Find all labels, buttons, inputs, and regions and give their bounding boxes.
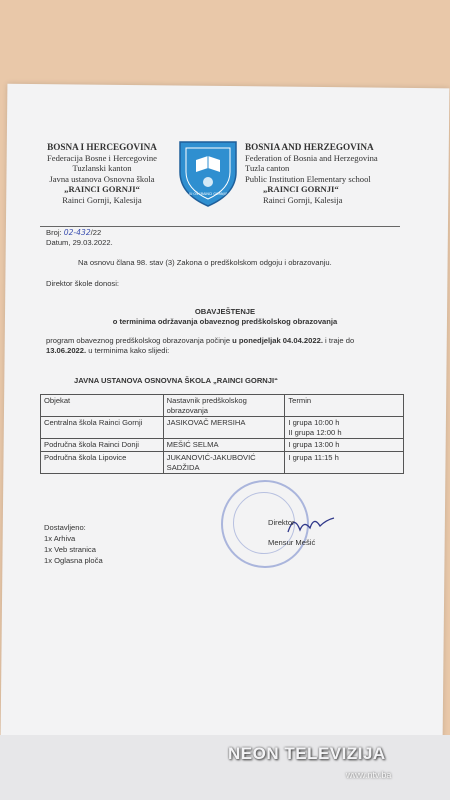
paragraph-1-text-a: program obaveznog predškolskog obrazovanja počinje <box>46 336 233 345</box>
dostavljeno-label: Dostavljeno: <box>44 523 86 532</box>
tv-watermark: NEON TELEVIZIJA <box>228 744 386 763</box>
table-row <box>41 439 404 452</box>
paragraph-line-2 <box>46 346 169 355</box>
header-left-institution: Javna ustanova Osnovna škola <box>49 173 155 184</box>
legal-basis: Na osnovu člana 98. stav (3) Zakona o predškolskom odgoju i obrazovanju. <box>78 258 332 267</box>
header-right <box>245 142 420 206</box>
table-header-row <box>41 395 404 417</box>
header-divider <box>40 226 400 227</box>
table-header-cell: Termin <box>285 395 404 417</box>
director-line: Direktor škole donosi: <box>46 279 120 288</box>
table-row <box>41 417 404 439</box>
document-subtitle: o terminima održavanja obaveznog predškolskog obrazovanja <box>112 317 338 326</box>
paragraph-2-text-b: u terminima kako slijedi: <box>86 346 170 355</box>
termin-line: I grupa 10:00 h <box>288 418 340 428</box>
header-left <box>42 142 162 206</box>
table-cell-objekat: Centralna škola Rainci Gornji <box>41 417 164 439</box>
paragraph-1-text-c: i traje do <box>322 336 355 345</box>
schedule-table <box>40 394 404 474</box>
header-left-canton: Tuzlanski kanton <box>72 163 132 174</box>
distribution-item: 1x Arhiva <box>44 534 76 543</box>
table-header-cell: Nastavnik predškolskog obrazovanja <box>163 395 285 417</box>
table-cell-termin <box>285 417 404 439</box>
header-left-federation: Federacija Bosne i Hercegovine <box>46 152 157 163</box>
table-title: JAVNA USTANOVA OSNOVNA ŠKOLA „RAINCI GORNJI“ <box>74 376 278 385</box>
svg-text:JU OŠ "RAINCI GORNJI": JU OŠ "RAINCI GORNJI" <box>188 192 228 196</box>
table-cell-objekat: Područna škola Lipovice <box>41 451 164 473</box>
tv-watermark-url: www.ntv.ba <box>346 770 392 780</box>
table-cell-objekat: Područna škola Rainci Donji <box>41 439 164 452</box>
paragraph-line-1 <box>46 336 354 345</box>
paragraph-1-start-date: u ponedjeljak 04.04.2022. <box>232 336 323 345</box>
distribution-item: 1x Oglasna ploča <box>44 556 103 565</box>
header-left-country: BOSNA I HERCEGOVINA <box>47 142 157 152</box>
table-cell-nastavnik: MEŠIĆ SELMA <box>163 439 285 452</box>
header-right-institution: Public Institution Elementary school <box>245 173 371 184</box>
broj-line <box>46 228 101 237</box>
header-right-location: Rainci Gornji, Kalesija <box>263 194 343 205</box>
table-cell-termin: I grupa 11:15 h <box>285 451 404 473</box>
broj-value: 02-432 <box>63 228 91 237</box>
table-cell-termin: I grupa 13:00 h <box>285 439 404 452</box>
table-cell-nastavnik: JASIKOVAČ MERSIHA <box>163 417 285 439</box>
director-name: Mensur Mešić <box>268 538 316 547</box>
header-right-country: BOSNIA AND HERZEGOVINA <box>245 142 374 152</box>
table-row <box>41 451 404 473</box>
distribution-item: 1x Veb stranica <box>44 545 96 554</box>
school-crest-icon <box>178 138 238 208</box>
header-right-school: „RAINCI GORNJI“ <box>263 184 339 195</box>
header-right-federation: Federation of Bosnia and Herzegovina <box>245 152 378 163</box>
datum-line: Datum, 29.03.2022. <box>46 238 113 247</box>
header-right-canton: Tuzla canton <box>245 163 290 174</box>
broj-label: Broj: <box>46 228 62 237</box>
termin-line: II grupa 12:00 h <box>288 427 342 437</box>
table-cell-nastavnik: JUKANOVIĆ-JAKUBOVIĆ SADŽIDA <box>163 451 285 473</box>
document-title: OBAVJEŠTENJE <box>194 307 256 316</box>
paragraph-2-end-date: 13.06.2022. <box>46 346 87 355</box>
header-left-school: „RAINCI GORNJI“ <box>64 184 140 195</box>
header-left-location: Rainci Gornji, Kalesija <box>62 194 142 205</box>
broj-suffix: /22 <box>90 228 102 237</box>
director-title: Direktor <box>268 518 295 527</box>
table-header-cell: Objekat <box>41 395 164 417</box>
